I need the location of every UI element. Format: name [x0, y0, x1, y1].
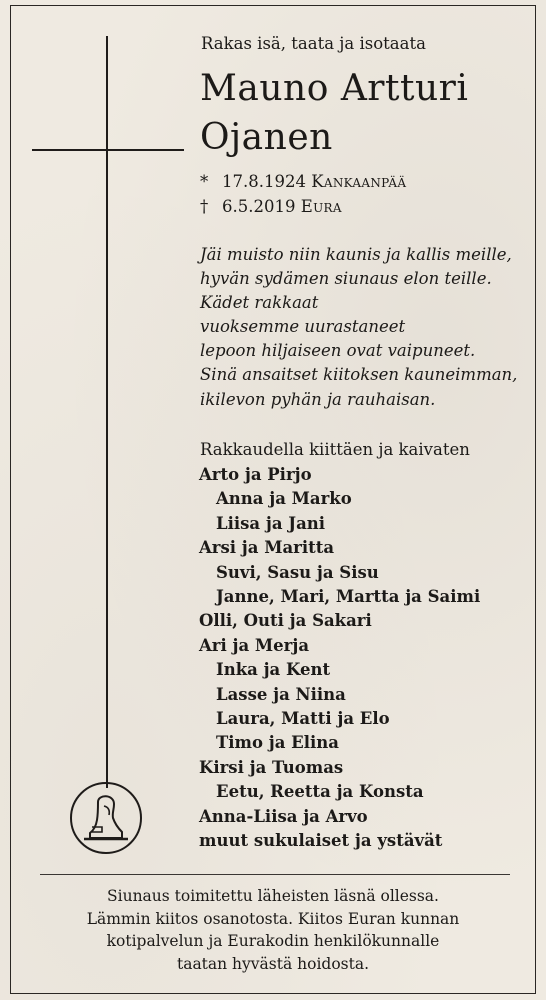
birth-place: Kankaanpää [311, 172, 407, 191]
death-line [200, 197, 342, 216]
mourner-line: Janne, Mari, Martta ja Saimi [216, 587, 481, 607]
mourner-line: Kirsi ja Tuomas [199, 757, 344, 777]
footer-line: Siunaus toimitettu läheisten läsnä ollessa. [107, 887, 439, 905]
mourner-line: Arsi ja Maritta [199, 538, 335, 558]
mourner-line: Eetu, Reetta ja Konsta [216, 782, 424, 802]
deceased-first-names: Mauno Artturi [200, 68, 469, 109]
footer-line: Lämmin kiitos osanotosta. Kiitos Euran kunnan [86, 909, 460, 928]
mourner-line: Inka ja Kent [216, 660, 331, 680]
poem-line: lepoon hiljaiseen ovat vaipuneet. [200, 341, 476, 361]
intro-line: Rakas isä, taata ja isotaata [201, 34, 426, 53]
mourners-list [199, 463, 480, 854]
birth-line [200, 172, 406, 191]
mourner-line: Ari ja Merja [199, 635, 310, 655]
thanks-intro: Rakkaudella kiittäen ja kaivaten [200, 440, 470, 459]
mourner-line: Anna ja Marko [216, 489, 352, 509]
mourner-line: Arto ja Pirjo [199, 465, 312, 484]
mourner-line: Lasse ja Niina [216, 684, 346, 704]
cross-horizontal-bar [32, 149, 184, 151]
mourner-line: Olli, Outi ja Sakari [199, 611, 372, 631]
praying-figure-emblem-icon [68, 780, 144, 856]
footer-line: taatan hyvästä hoidosta. [176, 954, 370, 973]
mourner-line: muut sukulaiset ja ystävät [199, 831, 443, 851]
poem-line: vuoksemme uurastaneet [200, 317, 406, 337]
death-place: Eura [300, 197, 342, 216]
birth-star-icon: * [200, 172, 209, 191]
mourner-line: Liisa ja Jani [216, 513, 326, 533]
memorial-poem [200, 243, 517, 412]
mourner-line: Anna-Liisa ja Arvo [199, 806, 368, 826]
footer-line: kotipalvelun ja Eurakodin henkilökunnalle [106, 932, 440, 950]
footer-divider [40, 874, 510, 875]
birth-date: 17.8.1924 [222, 172, 306, 191]
death-cross-icon: † [200, 197, 209, 216]
poem-line: Kädet rakkaat [200, 293, 319, 313]
poem-line: ikilevon pyhän ja rauhaisan. [200, 389, 436, 409]
footer-notice [20, 885, 526, 975]
mourner-line: Laura, Matti ja Elo [216, 709, 390, 729]
mourner-line: Suvi, Sasu ja Sisu [216, 562, 379, 582]
poem-line: hyvän sydämen siunaus elon teille. [200, 269, 492, 289]
poem-line: Sinä ansaitset kiitoksen kauneimman, [200, 365, 518, 385]
deceased-surname: Ojanen [200, 117, 333, 158]
poem-line: Jäi muisto niin kaunis ja kallis meille, [200, 245, 512, 264]
mourner-line: Timo ja Elina [216, 733, 339, 753]
death-date: 6.5.2019 [222, 197, 296, 216]
